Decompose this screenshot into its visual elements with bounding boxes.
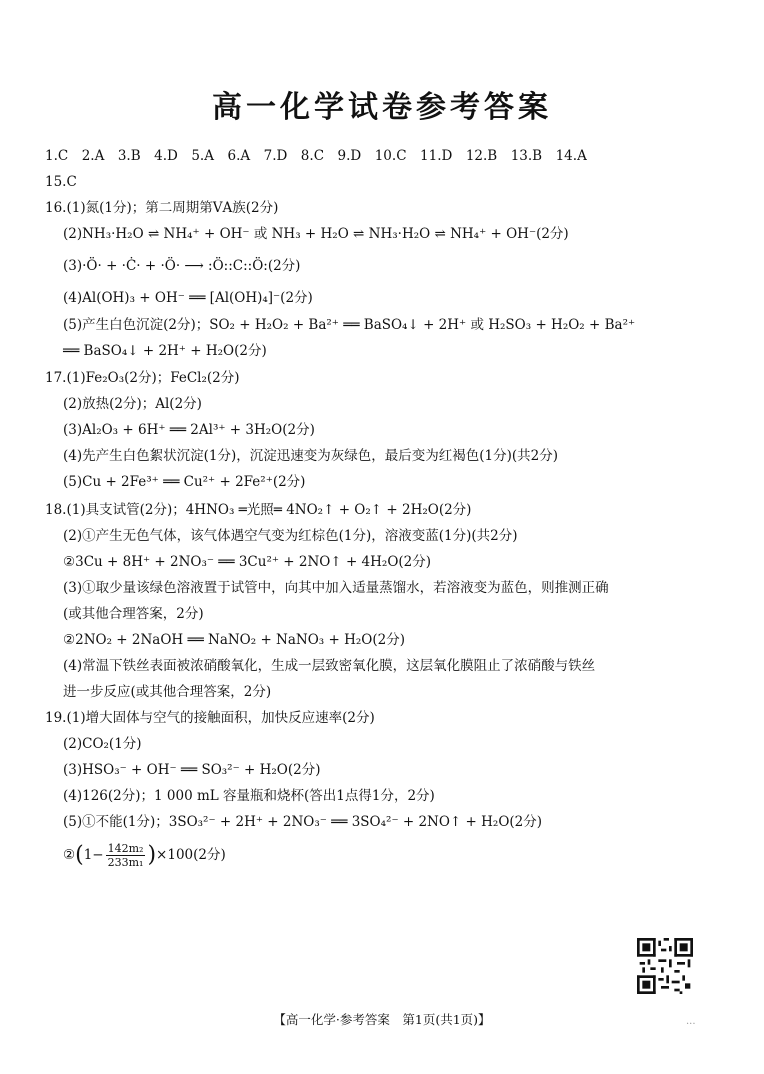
answer-line-19-4: (4)126(2分)；1 000 mL 容量瓶和烧杯(答出1点得1分，2分) [63, 788, 435, 804]
answer-line-18-3c: ②2NO₂ + 2NaOH ══ NaNO₂ + NaNO₃ + H₂O(2分) [63, 632, 405, 648]
answer-line-16-1: 16.(1)氮(1分)；第二周期第ⅤA族(2分) [45, 200, 279, 216]
answer-line-17-1: 17.(1)Fe₂O₃(2分)；FeCl₂(2分) [45, 370, 240, 386]
circle-two-marker: ② [63, 847, 76, 863]
answer-line-18-4b: 进一步反应(或其他合理答案，2分) [63, 684, 272, 700]
answer-line-18-3b: (或其他合理答案，2分) [63, 606, 204, 622]
answer-line-19-5b [63, 840, 226, 871]
qr-code-image [637, 938, 693, 994]
one-minus: 1− [83, 847, 104, 863]
answer-line-16-5b: ══ BaSO₄↓ + 2H⁺ + H₂O(2分) [63, 343, 267, 359]
fraction-numerator: 142m₂ [107, 842, 144, 855]
corner-mark: ... [686, 1016, 696, 1027]
answer-line-19-3: (3)HSO₃⁻ + OH⁻ ══ SO₃²⁻ + H₂O(2分) [63, 762, 321, 778]
answer-line-17-5: (5)Cu + 2Fe³⁺ ══ Cu²⁺ + 2Fe²⁺(2分) [63, 474, 306, 490]
answer-line-mc-2: 15.C [45, 174, 77, 190]
answer-line-17-4: (4)先产生白色絮状沉淀(1分)，沉淀迅速变为灰绿色，最后变为红褐色(1分)(共2分) [63, 448, 558, 464]
answer-line-17-3: (3)Al₂O₃ + 6H⁺ ══ 2Al³⁺ + 3H₂O(2分) [63, 422, 315, 438]
answer-line-16-5a: (5)产生白色沉淀(2分)；SO₂ + H₂O₂ + Ba²⁺ ══ BaSO₄↓ + 2H⁺ 或 H₂SO₃ + H₂O₂ + Ba²⁺ [63, 317, 636, 333]
answer-line-16-3: (3)·Ö· + ·Ċ· + ·Ö· ⟶ :Ö::C::Ö:(2分) [63, 258, 301, 274]
answer-line-19-5a: (5)①不能(1分)；3SO₃²⁻ + 2H⁺ + 2NO₃⁻ ══ 3SO₄²⁻ + 2NO↑ + H₂O(2分) [63, 814, 543, 830]
page-footer: 【高一化学·参考答案 第1页(共1页)】 [273, 1012, 491, 1027]
answer-line-18-4a: (4)常温下铁丝表面被浓硝酸氧化，生成一层致密氧化膜，这层氧化膜阻止了浓硝酸与铁丝 [63, 658, 596, 674]
answer-line-19-2: (2)CO₂(1分) [63, 736, 142, 752]
right-paren: ) [147, 842, 157, 868]
fraction-denominator: 233m₁ [107, 856, 144, 869]
answer-line-mc-1: 1.C 2.A 3.B 4.D 5.A 6.A 7.D 8.C 9.D 10.C 11.D 12.B 13.B 14.A [45, 148, 587, 164]
percent-suffix: ×100(2分) [156, 847, 226, 863]
answer-line-17-2: (2)放热(2分)；Al(2分) [63, 396, 202, 412]
page-title: 高一化学试卷参考答案 [212, 90, 552, 125]
left-paren: ( [75, 842, 84, 868]
answer-line-18-1: 18.(1)具支试管(2分)；4HNO₃ ═光照═ 4NO₂↑ + O₂↑ + 2H₂O(2分) [45, 502, 472, 518]
fraction [106, 842, 146, 869]
answer-line-18-2a: (2)①产生无色气体，该气体遇空气变为红棕色(1分)，溶液变蓝(1分)(共2分) [63, 528, 518, 544]
answer-line-18-3a: (3)①取少量该绿色溶液置于试管中，向其中加入适量蒸馏水，若溶液变为蓝色，则推测正确 [63, 580, 609, 596]
answer-line-16-2: (2)NH₃·H₂O ⇌ NH₄⁺ + OH⁻ 或 NH₃ + H₂O ⇌ NH₃·H₂O ⇌ NH₄⁺ + OH⁻(2分) [63, 226, 569, 242]
answer-line-16-4: (4)Al(OH)₃ + OH⁻ ══ [Al(OH)₄]⁻(2分) [63, 290, 313, 306]
answer-line-18-2b: ②3Cu + 8H⁺ + 2NO₃⁻ ══ 3Cu²⁺ + 2NO↑ + 4H₂O(2分) [63, 554, 432, 570]
answer-line-19-1: 19.(1)增大固体与空气的接触面积，加快反应速率(2分) [45, 710, 375, 726]
